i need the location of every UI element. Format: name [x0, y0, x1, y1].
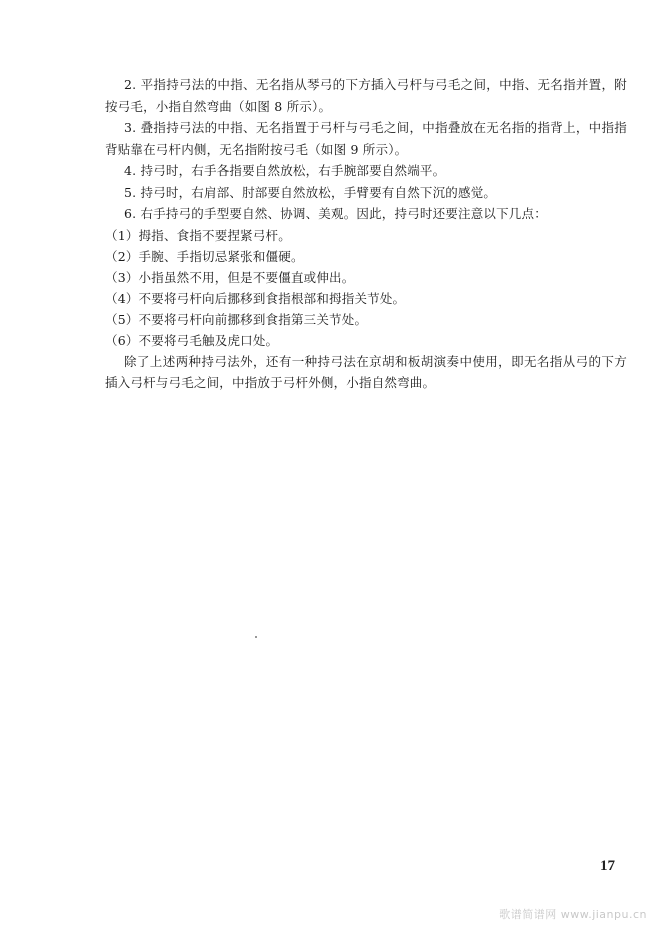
scan-speck	[255, 636, 257, 638]
list-item-1: （1）拇指、食指不要捏紧弓杆。	[105, 227, 291, 243]
paragraph-6: 6. 右手持弓的手型要自然、协调、美观。因此，持弓时还要注意以下几点：	[124, 206, 547, 221]
list-item-5: （5）不要将弓杆向前挪移到食指第三关节处。	[105, 311, 368, 327]
list-item-6: （6）不要将弓毛触及虎口处。	[105, 332, 279, 348]
list-item-2: （2）手腕、手指切忌紧张和僵硬。	[105, 248, 304, 264]
paragraph-4: 4. 持弓时，右手各指要自然放松，右手腕部要自然端平。	[124, 163, 446, 178]
paragraph-2: 2. 平指持弓法的中指、无名指从琴弓的下方插入弓杆与弓毛之间，中指、无名指并置，附按弓毛，小指自然弯曲（如图 8 所示）。	[105, 77, 627, 114]
page-number: 17	[600, 858, 615, 874]
body-text	[105, 74, 627, 394]
list-item-3: （3）小指虽然不用，但是不要僵直或伸出。	[105, 269, 355, 285]
paragraph-5: 5. 持弓时，右肩部、肘部要自然放松，手臂要有自然下沉的感觉。	[124, 184, 497, 200]
list-item-4: （4）不要将弓杆向后挪移到食指根部和拇指关节处。	[105, 290, 406, 306]
closing-paragraph: 除了上述两种持弓法外，还有一种持弓法在京胡和板胡演奏中使用，即无名指从弓的下方插入弓杆与弓毛之间，中指放于弓杆外侧，小指自然弯曲。	[105, 353, 627, 390]
paragraph-3: 3. 叠指持弓法的中指、无名指置于弓杆与弓毛之间，中指叠放在无名指的指背上，中指指背贴靠在弓杆内侧，无名指附按弓毛（如图 9 所示）。	[105, 120, 627, 157]
watermark: 歌谱简谱网 www.jianpu.cn	[499, 908, 647, 921]
